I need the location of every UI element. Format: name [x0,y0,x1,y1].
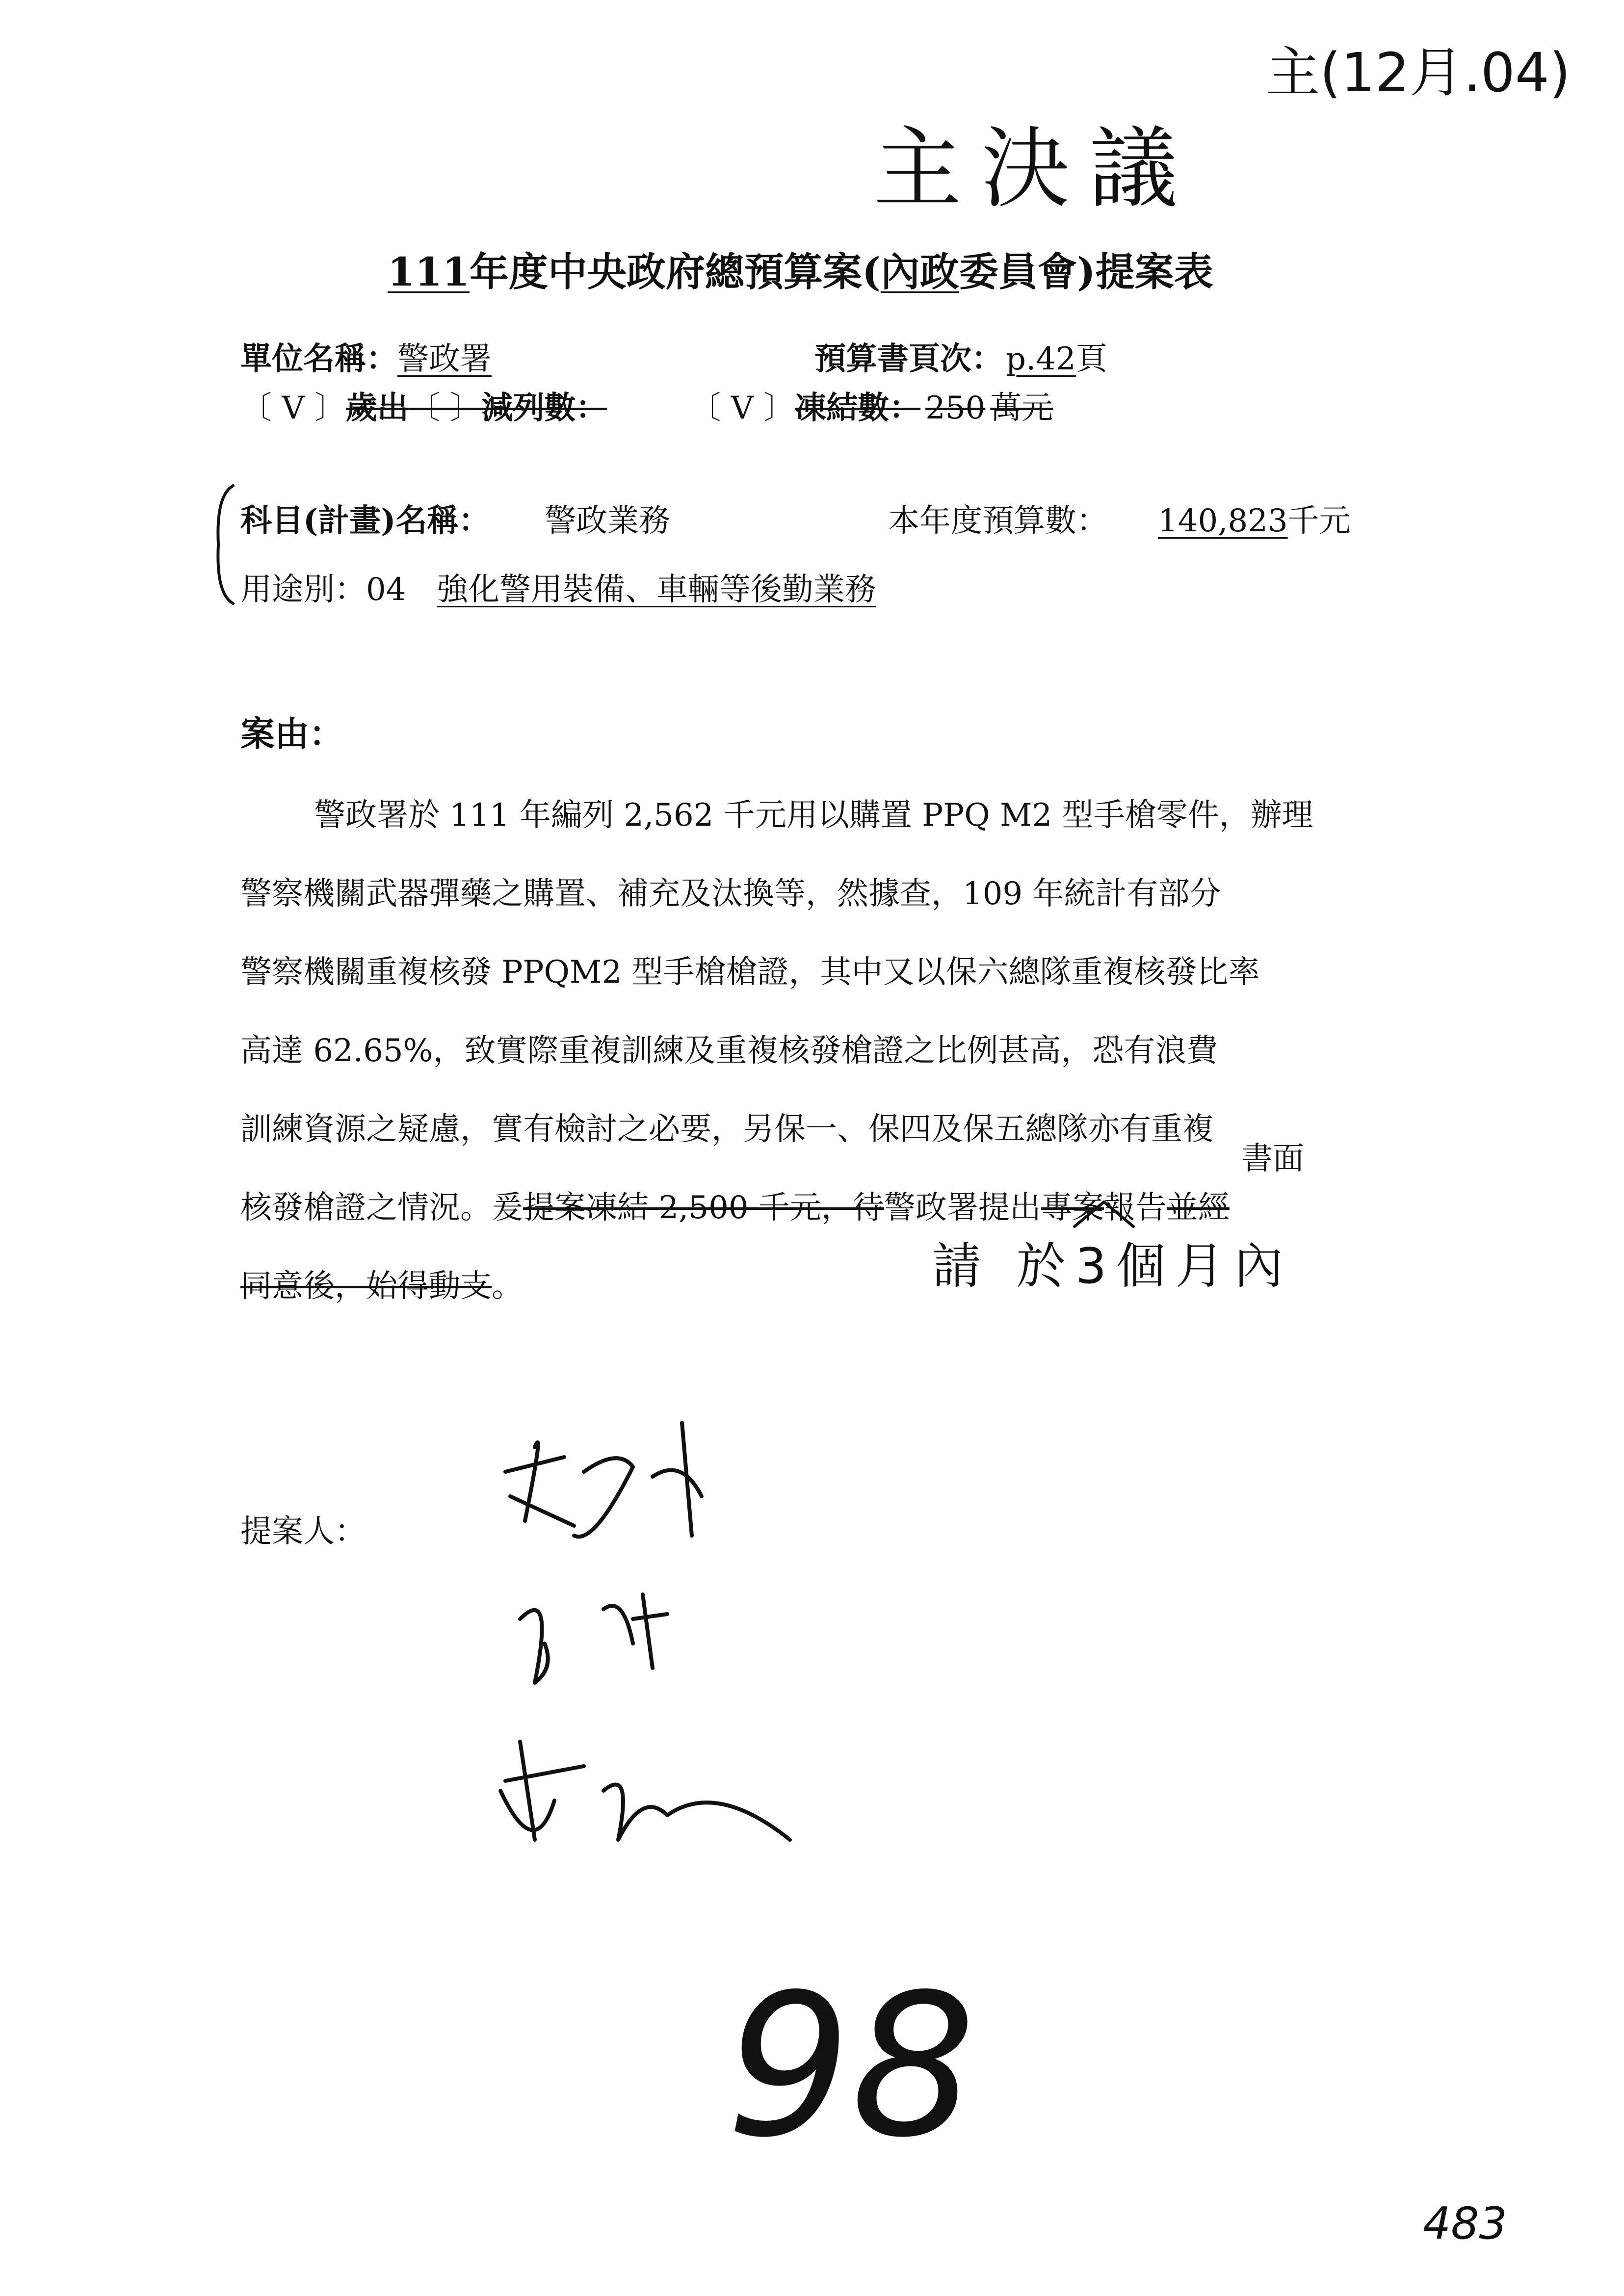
handwritten-corner-number: 483 [1423,2198,1507,2249]
body-line2: 警察機關武器彈藥之購置、補充及汰換等，然據查，109 年統計有部分 [240,876,1221,912]
body-line3: 警察機關重複核發 PPQM2 型手槍槍證，其中又以保六總隊重複核發比率 [240,954,1260,991]
signature-scribbles [496,1398,790,1889]
subject-label: 科目(計畫)名稱： [240,502,490,539]
budget-label: 本年度預算數： [888,503,1108,539]
usage-label: 用途別：04 [240,572,406,608]
handwritten-insertion-word: 書面 [1241,1141,1304,1177]
body-line6: 核發槍證之情況。爰提案凍結 2,500 千元，待警政署提出專案報告並經 [240,1190,1230,1226]
handwritten-date: 主(12月.04) [1266,41,1571,104]
proposer-label: 提案人： [240,1513,366,1550]
body-line1: 警政署於 111 年編列 2,562 千元用以購置 PPQ M2 型手槍零件，辦理 [314,797,1313,834]
unit-label: 單位名稱： [240,340,397,377]
handwritten-page-ref: 98 [726,1953,976,2181]
ink-bracket [216,486,236,608]
subject-value: 警政業務 [545,503,670,539]
ink-insertion-caret [1070,1197,1138,1236]
page-title: 111年度中央政府總預算案(內政委員會)提案表 [388,249,1213,295]
body-line4: 高達 62.65%，致實際重複訓練及重複核發槍證之比例甚高，恐有浪費 [240,1033,1218,1069]
usage-value: 強化警用裝備、車輛等後勤業務 [437,572,876,608]
body-line5: 訓練資源之疑慮，實有檢討之必要，另保一、保四及保五總隊亦有重複 [240,1111,1214,1148]
handwritten-insertion-phrase: 請 於3個月內 [932,1237,1293,1295]
handwritten-resolution: 主決議 [873,118,1198,220]
budget-wrapper: 140,823千元 [1158,503,1351,539]
page-number-wrapper: p.42頁 [1006,341,1107,377]
info-line2: 〔 V 〕歲出〔 〕減列數： 〔 V 〕凍結數： 250 萬元 [240,390,1053,426]
body-header: 案由： [240,713,343,754]
body-line7: 同意後，始得動支。 [240,1268,523,1305]
unit-value: 警政署 [397,341,492,377]
page-label: 預算書頁次： [814,340,1003,377]
